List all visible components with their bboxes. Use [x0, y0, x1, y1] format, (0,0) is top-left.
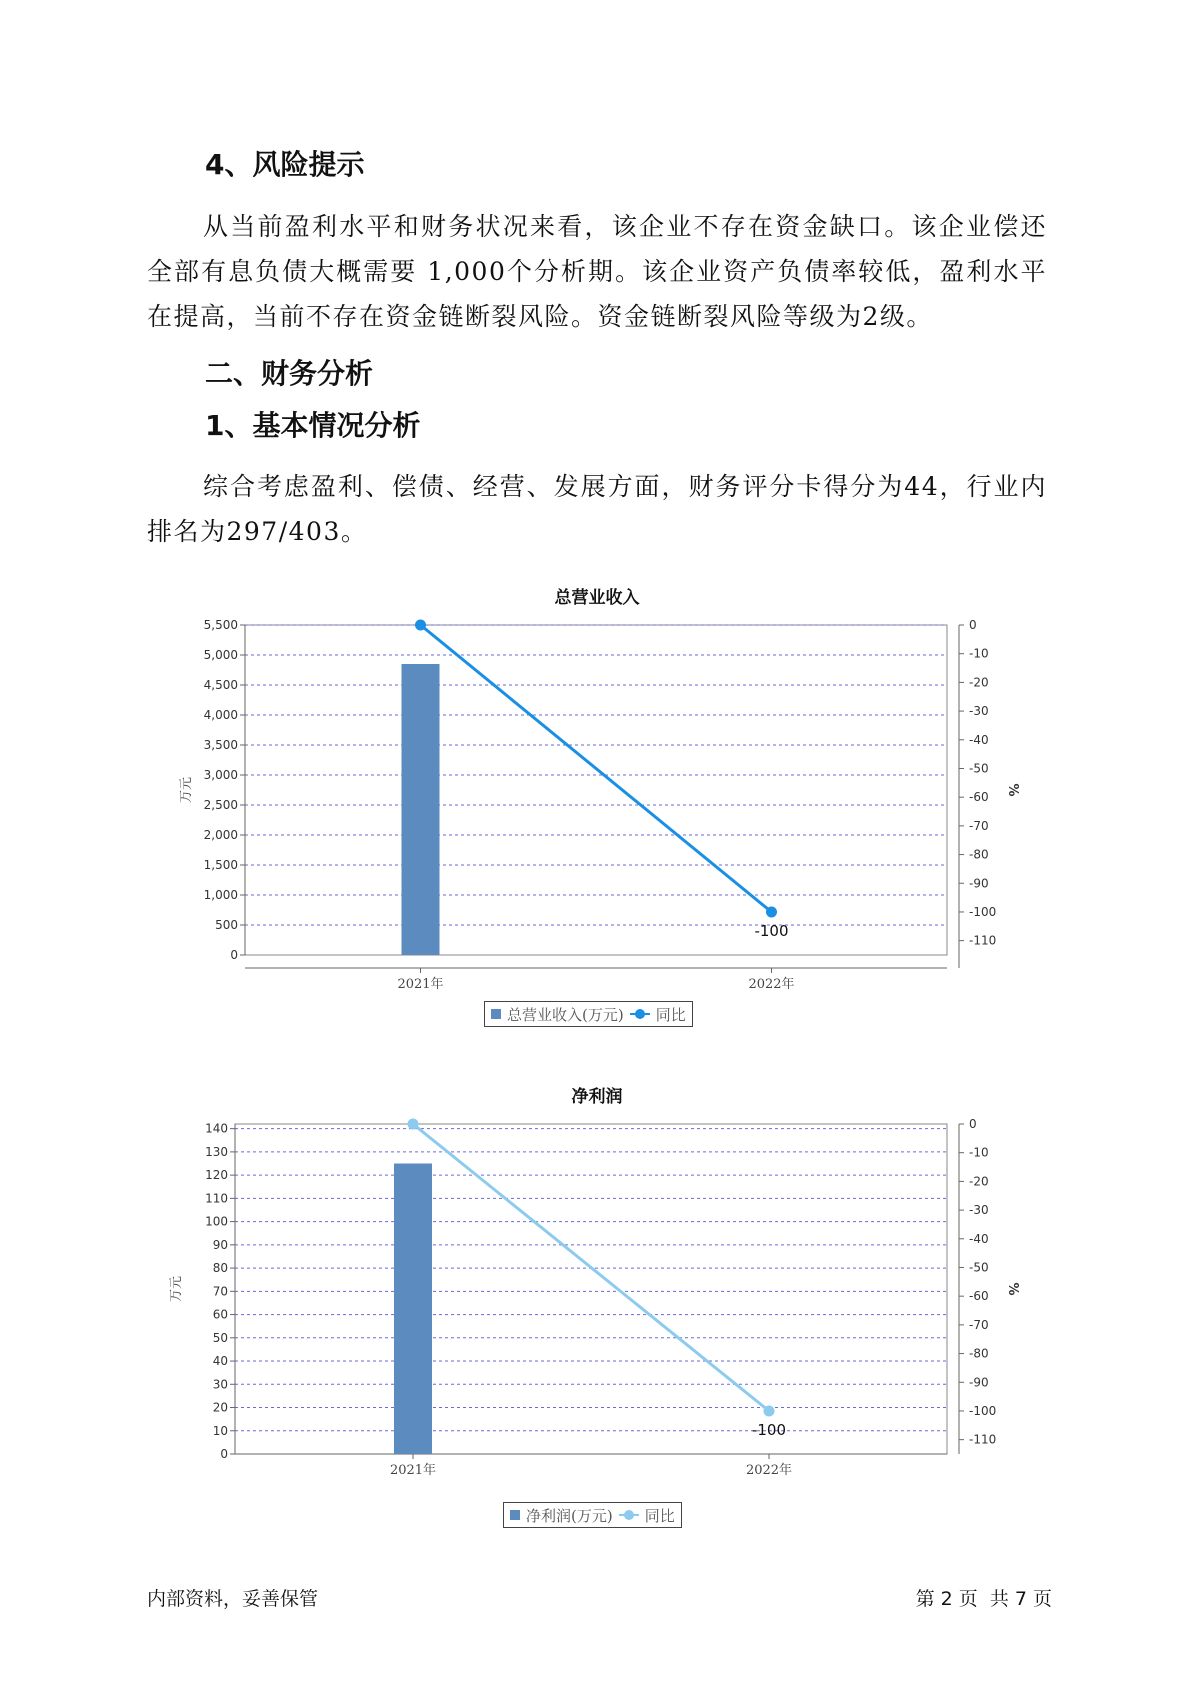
legend-line-label: 同比 [644, 1506, 675, 1525]
y2-tick-label: -110 [969, 1432, 997, 1447]
y2-tick-label: -90 [969, 876, 989, 891]
x-tick-label: 2022年 [745, 1463, 793, 1478]
y-tick-label: 500 [215, 918, 238, 932]
y-tick-label: 0 [220, 1447, 228, 1461]
paragraph-risk: 从当前盈利水平和财务状况来看，该企业不存在资金缺口。该企业偿还全部有息负债大概需要 1,000个分析期。该企业资产负债率较低，盈利水平在提高，当前不存在资金链断裂风险。资金链断裂风险等级为2级。 [147, 212, 1047, 331]
y-tick-label: 10 [212, 1423, 228, 1438]
y2-tick-label: -40 [969, 1231, 989, 1246]
legend-bar-label: 总营业收入(万元) [507, 1005, 624, 1024]
x-tick-label: 2021年 [389, 1463, 437, 1478]
y2-axis-label: % [1005, 783, 1020, 797]
y-tick-label: 140 [205, 1121, 228, 1136]
y2-tick-label: 0 [969, 1117, 977, 1131]
heading-basic-analysis: 1、基本情况分析 [205, 409, 421, 442]
y-tick-label: 3,500 [203, 738, 238, 752]
y-tick-label: 100 [205, 1214, 228, 1229]
heading-risk: 4、风险提示 [205, 148, 365, 181]
y-tick-label: 3,000 [203, 768, 238, 782]
line-point [408, 1119, 419, 1130]
y2-tick-label: -70 [969, 1317, 989, 1332]
y-tick-label: 80 [212, 1261, 228, 1276]
y2-tick-label: 0 [969, 618, 977, 632]
y2-tick-label: -10 [969, 1145, 989, 1160]
y2-tick-label: -110 [969, 933, 997, 948]
y-tick-label: 4,500 [203, 678, 238, 692]
legend-bar-swatch [510, 1510, 520, 1520]
y2-tick-label: -40 [969, 732, 989, 747]
y2-tick-label: -20 [969, 1174, 989, 1189]
y2-tick-label: -60 [969, 790, 989, 805]
y-tick-label: 60 [212, 1307, 228, 1322]
y2-tick-label: -70 [969, 818, 989, 833]
y-axis-label: 万元 [179, 776, 194, 804]
y2-tick-label: -100 [969, 1403, 997, 1418]
y-axis-label: 万元 [169, 1275, 184, 1303]
y-tick-label: 50 [212, 1330, 228, 1345]
y-tick-label: 120 [205, 1168, 228, 1183]
y-tick-label: 2,000 [203, 828, 238, 842]
y2-tick-label: -90 [969, 1375, 989, 1390]
y2-tick-label: -80 [969, 1346, 989, 1361]
y2-tick-label: -50 [969, 761, 989, 776]
y-tick-label: 5,500 [203, 618, 238, 632]
y-tick-label: 110 [205, 1191, 228, 1206]
y-tick-label: 1,500 [203, 858, 238, 872]
y-tick-label: 90 [212, 1237, 228, 1252]
legend-bar-label: 净利润(万元) [526, 1506, 613, 1525]
x-tick-label: 2022年 [748, 977, 795, 992]
legend-line-swatch [619, 1510, 639, 1520]
y2-tick-label: -50 [969, 1260, 989, 1275]
y-tick-label: 5,000 [203, 648, 238, 662]
y-tick-label: 40 [212, 1354, 228, 1369]
chart1-title: 总营业收入 [554, 588, 640, 608]
y-tick-label: 4,000 [203, 708, 238, 722]
heading-financial-analysis: 二、财务分析 [205, 357, 374, 390]
data-label: -100 [754, 921, 789, 940]
chart2-legend [503, 1502, 682, 1528]
y2-tick-label: -10 [969, 646, 989, 661]
plot-area [235, 1124, 947, 1454]
footer-page-number: 第 2 页 共 7 页 [915, 1588, 1052, 1610]
data-label: -100 [751, 1420, 787, 1439]
y-tick-label: 70 [212, 1284, 228, 1299]
x-tick-label: 2021年 [397, 977, 444, 992]
y2-tick-label: -20 [969, 675, 989, 690]
bar [394, 1164, 432, 1454]
y2-tick-label: -30 [969, 704, 989, 719]
legend-line-label: 同比 [655, 1005, 686, 1024]
y2-tick-label: -60 [969, 1289, 989, 1304]
chart2-title: 净利润 [571, 1087, 623, 1107]
y2-tick-label: -100 [969, 904, 997, 919]
y-tick-label: 2,500 [203, 798, 238, 812]
y2-tick-label: -80 [969, 847, 989, 862]
y-tick-label: 130 [205, 1144, 228, 1159]
y2-axis-label: % [1005, 1282, 1020, 1296]
y-tick-label: 30 [212, 1377, 228, 1392]
y2-tick-label: -30 [969, 1203, 989, 1218]
y-tick-label: 0 [230, 948, 238, 962]
y-tick-label: 1,000 [203, 888, 238, 902]
paragraph-basic: 综合考虑盈利、偿债、经营、发展方面，财务评分卡得分为44，行业内排名为297/403。 [147, 472, 1047, 546]
line-point [764, 1405, 775, 1416]
y-tick-label: 20 [212, 1400, 228, 1415]
footer-note: 内部资料，妥善保管 [147, 1588, 319, 1610]
